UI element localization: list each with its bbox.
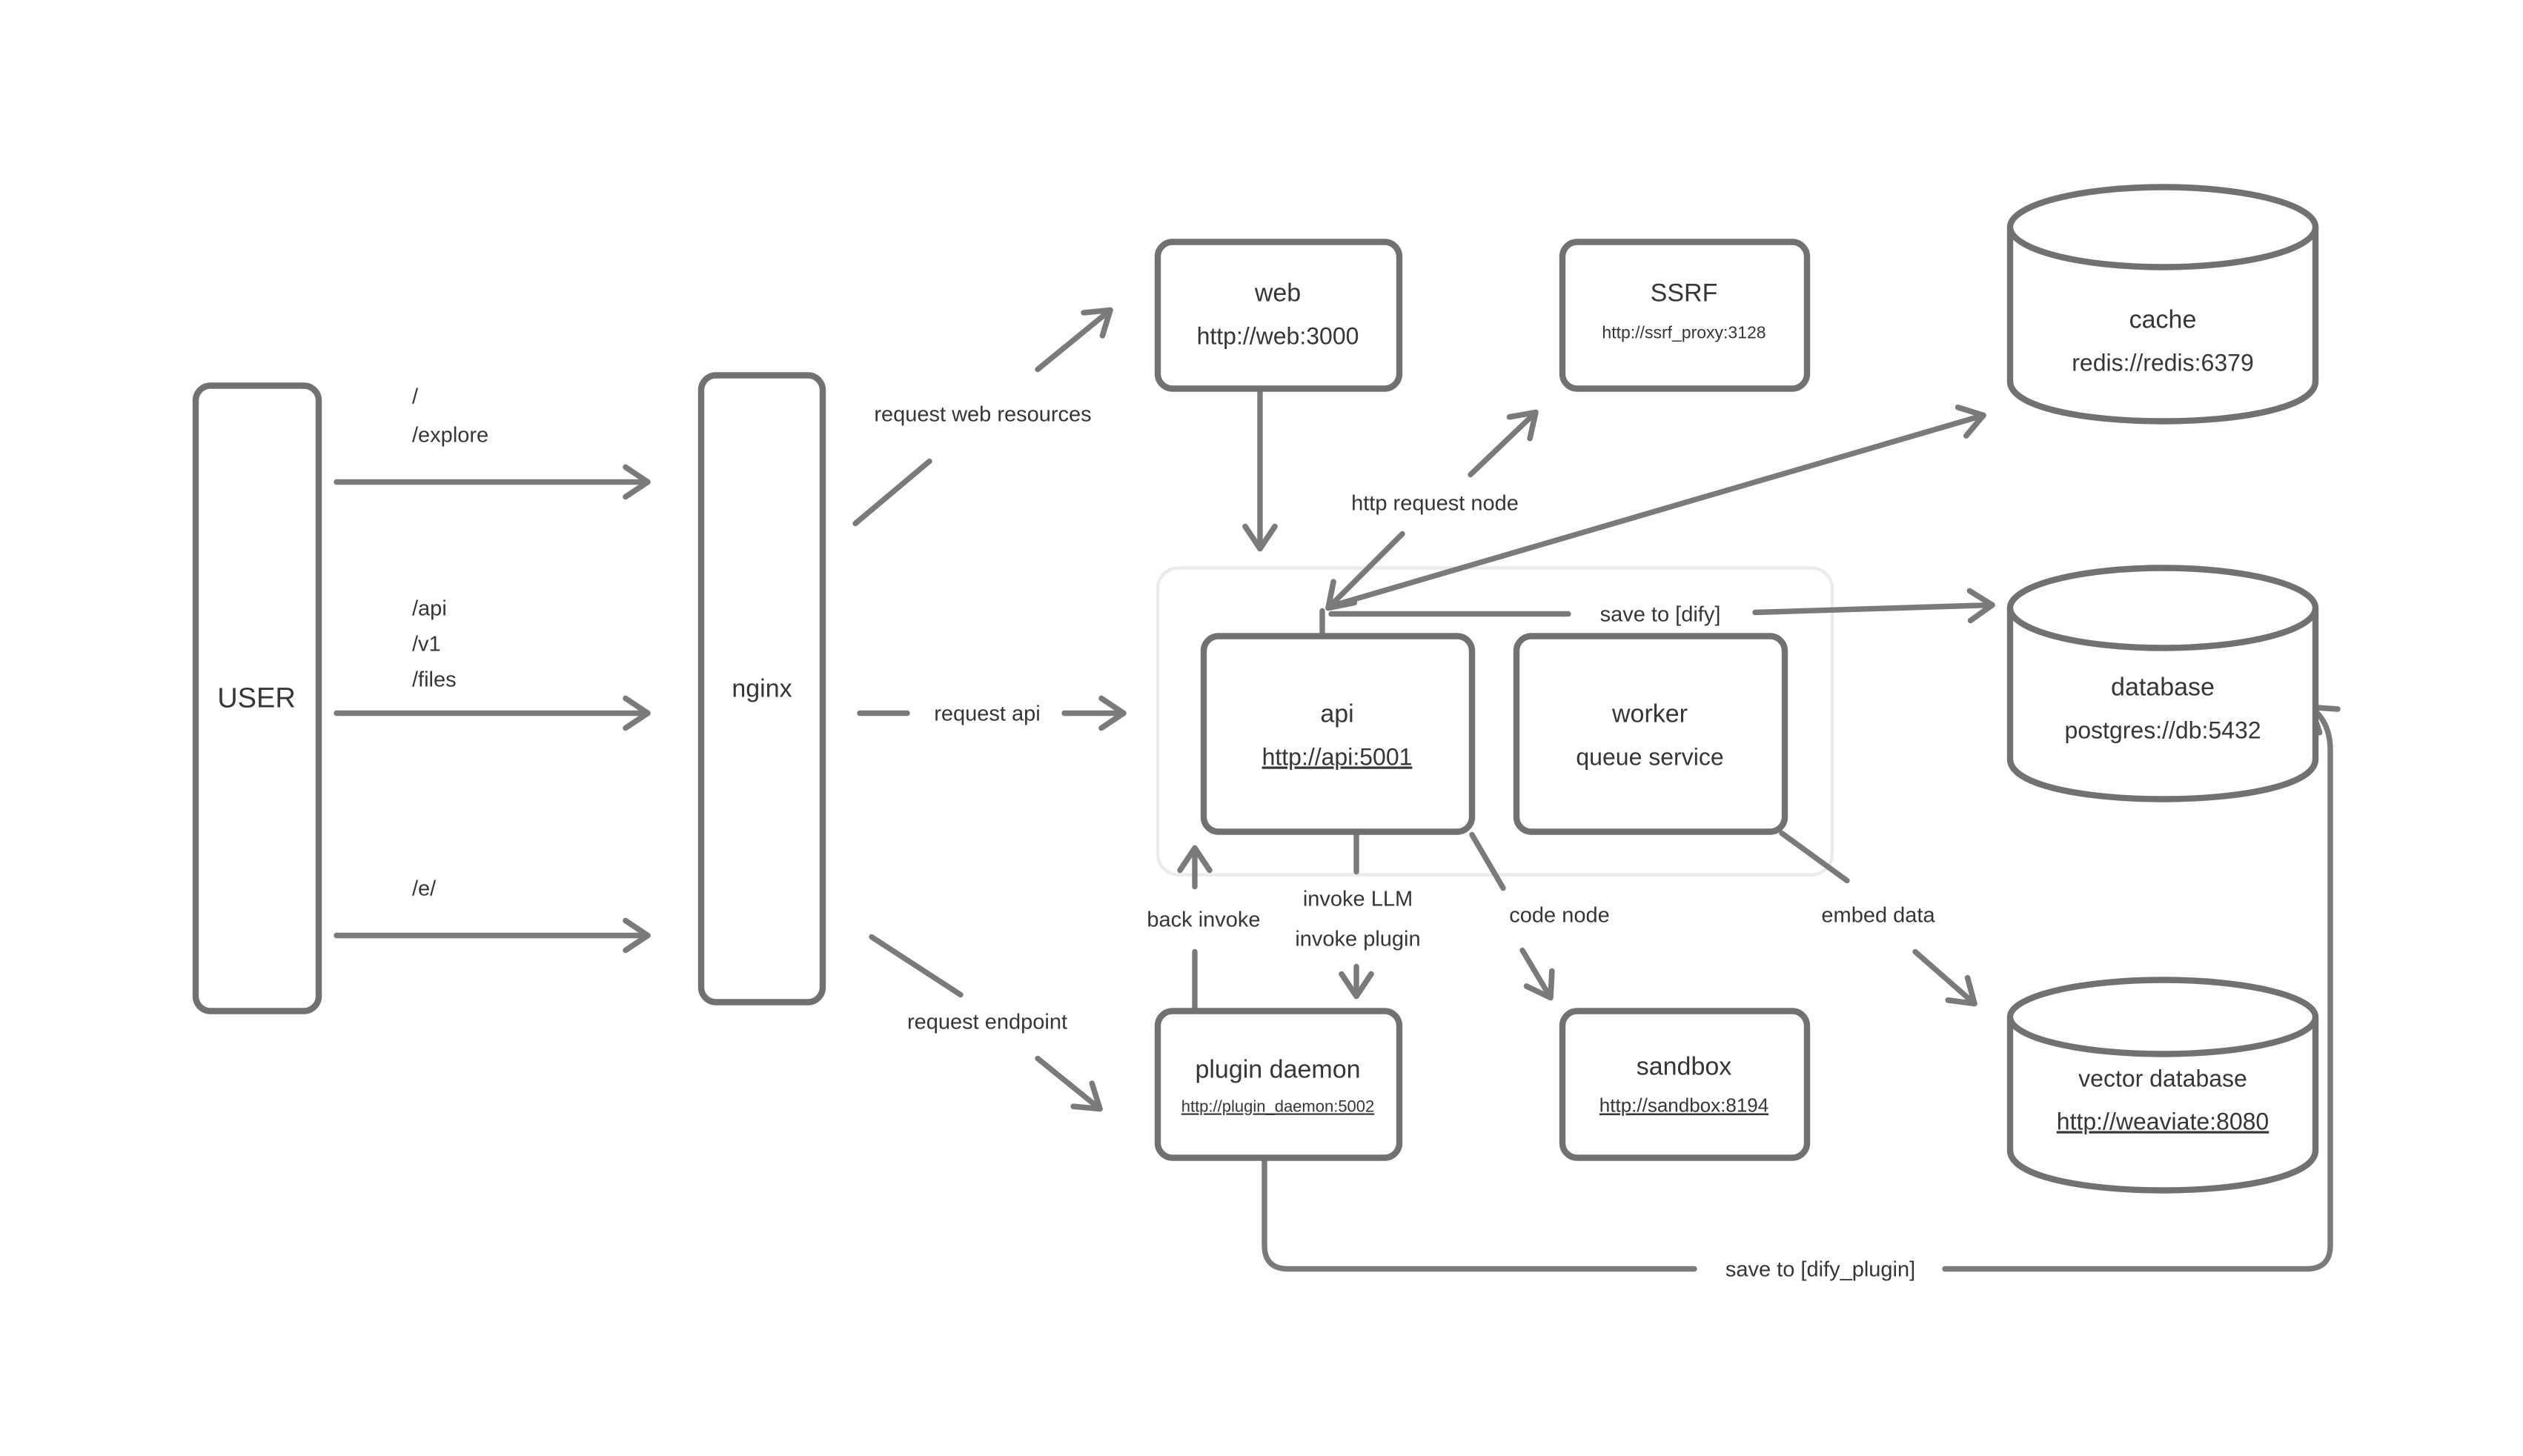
edge-plugin-database-seg1 — [1264, 1158, 1694, 1269]
route-api-label: /api — [412, 596, 447, 621]
back-invoke-label: back invoke — [1147, 908, 1261, 932]
vector-database-url-link[interactable]: http://weaviate:8080 — [2056, 1108, 2270, 1135]
node-user — [196, 386, 319, 1011]
vector-database-title: vector database — [2078, 1065, 2247, 1092]
cache-title: cache — [2129, 305, 2197, 334]
http-request-node-label: http request node — [1351, 491, 1519, 516]
route-v1-label: /v1 — [412, 632, 441, 656]
sandbox-box — [1562, 1011, 1807, 1158]
edge-nginx-web-seg2 — [1038, 310, 1110, 370]
request-endpoint-label: request endpoint — [906, 1010, 1068, 1034]
save-to-dify-label: save to [dify] — [1599, 602, 1721, 627]
node-worker — [1516, 636, 1785, 832]
plugin-daemon-title: plugin daemon — [1195, 1055, 1361, 1084]
sandbox-title: sandbox — [1636, 1052, 1732, 1081]
vector-database-cylinder-top — [2010, 980, 2315, 1054]
node-plugin-daemon — [1158, 1011, 1399, 1158]
node-web — [1158, 242, 1399, 389]
ssrf-url: http://ssrf_proxy:3128 — [1602, 322, 1766, 342]
route-root-label: / — [412, 385, 419, 409]
route-files-label: /files — [412, 668, 457, 692]
edge-worker-vectordb-seg2 — [1915, 952, 1975, 1004]
web-url: http://web:3000 — [1196, 322, 1359, 350]
worker-title: worker — [1611, 699, 1688, 728]
node-api — [1204, 636, 1472, 832]
invoke-llm-label: invoke LLM — [1302, 887, 1413, 911]
api-title: api — [1320, 699, 1354, 728]
plugin-daemon-url-link[interactable]: http://plugin_daemon:5002 — [1181, 1097, 1375, 1116]
nginx-label: nginx — [732, 674, 792, 703]
embed-data-label: embed data — [1821, 903, 1935, 928]
code-node-label: code node — [1509, 903, 1610, 928]
route-e-label: /e/ — [412, 877, 437, 901]
edge-nginx-plugin-seg2 — [1038, 1059, 1100, 1109]
edge-nginx-web-seg1 — [855, 462, 929, 524]
node-nginx — [701, 376, 823, 1003]
route-explore-label: /explore — [412, 423, 489, 448]
ssrf-title: SSRF — [1650, 279, 1718, 308]
request-api-label: request api — [934, 702, 1041, 726]
worker-subtitle: queue service — [1576, 743, 1724, 771]
web-title: web — [1254, 279, 1302, 308]
node-sandbox — [1562, 1011, 1807, 1158]
cache-cylinder-top — [2010, 187, 2315, 267]
api-box — [1204, 636, 1472, 832]
database-url: postgres://db:5432 — [2064, 717, 2261, 744]
node-ssrf — [1562, 242, 1807, 389]
plugin-daemon-box — [1158, 1011, 1399, 1158]
database-cylinder-top — [2010, 568, 2315, 648]
ssrf-box — [1562, 242, 1807, 389]
user-label: USER — [217, 682, 296, 714]
database-title: database — [2111, 673, 2215, 702]
cache-url: redis://redis:6379 — [2072, 349, 2254, 376]
request-web-resources-label: request web resources — [874, 402, 1092, 427]
node-database — [2010, 568, 2315, 800]
web-box — [1158, 242, 1399, 389]
worker-box — [1516, 636, 1785, 832]
node-cache — [2010, 187, 2315, 422]
save-to-dify-plugin-label: save to [dify_plugin] — [1725, 1257, 1916, 1282]
edge-nginx-plugin-seg1 — [872, 937, 961, 995]
api-url-link[interactable]: http://api:5001 — [1262, 743, 1413, 771]
node-vector-database — [2010, 980, 2315, 1191]
invoke-plugin-label: invoke plugin — [1295, 927, 1421, 951]
edge-api-sandbox-seg2 — [1522, 951, 1551, 998]
sandbox-url-link[interactable]: http://sandbox:8194 — [1599, 1094, 1769, 1117]
edge-api-ssrf-seg2 — [1471, 413, 1536, 475]
